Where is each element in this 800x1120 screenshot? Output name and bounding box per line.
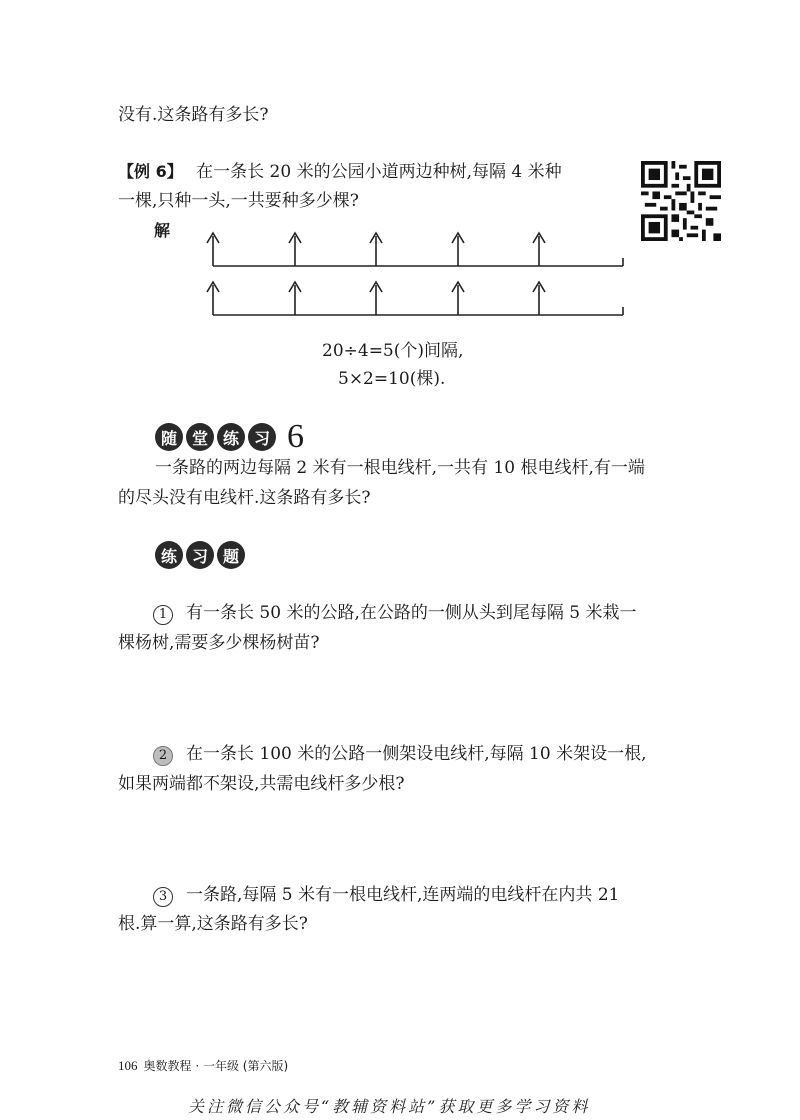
exercises-title-char: 题 xyxy=(217,541,245,569)
exercise-number: 3 xyxy=(153,887,173,907)
book-title: 奥数教程 · 一年级 (第六版) xyxy=(143,1059,289,1073)
tree-arrow xyxy=(207,233,219,266)
exercise-3-line-2: 根.算一算,这条路有多长? xyxy=(118,914,308,934)
continued-text: 没有.这条路有多长? xyxy=(118,105,269,125)
calc-line-1: 20÷4=5(个)间隔, xyxy=(322,341,464,361)
exercise-number: 1 xyxy=(153,605,173,625)
tree-diagram xyxy=(200,224,630,324)
exercise-2-line-1 xyxy=(152,742,647,766)
qr-code-icon xyxy=(641,161,721,241)
tree-arrow xyxy=(289,233,301,266)
solution-label: 解 xyxy=(154,221,171,240)
practice-title-char: 随 xyxy=(155,423,183,451)
practice-number: 6 xyxy=(287,418,304,455)
practice-title-char: 堂 xyxy=(186,423,214,451)
exercise-number: 2 xyxy=(153,746,173,766)
exercises-title xyxy=(155,541,248,569)
practice-title-char: 习 xyxy=(248,423,276,451)
exercise-1-line-2: 棵杨树,需要多少棵杨树苗? xyxy=(118,633,320,653)
exercise-2-line-2: 如果两端都不架设,共需电线杆多少根? xyxy=(118,774,405,794)
practice-text-1: 一条路的两边每隔 2 米有一根电线杆,一共有 10 根电线杆,有一端 xyxy=(155,458,645,478)
tree-arrow xyxy=(370,282,382,315)
example-text-2: 一棵,只种一头,一共要种多少棵? xyxy=(118,191,359,211)
tree-arrow xyxy=(289,282,301,315)
exercises-title-char: 习 xyxy=(186,541,214,569)
exercise-3-line-1 xyxy=(152,883,619,907)
watermark-text: 关注微信公众号“教辅资料站”获取更多学习资料 xyxy=(188,1097,591,1116)
tree-arrow xyxy=(533,233,545,266)
example-label: 【例 6】 xyxy=(118,162,183,181)
tree-arrow xyxy=(452,233,464,266)
practice-title-char: 练 xyxy=(217,423,245,451)
practice-title xyxy=(155,418,304,455)
exercise-text: 一条路,每隔 5 米有一根电线杆,连两端的电线杆在内共 21 xyxy=(186,885,620,905)
calc-line-2: 5×2=10(棵). xyxy=(338,369,446,389)
practice-text-2: 的尽头没有电线杆.这条路有多长? xyxy=(118,488,371,508)
tree-arrow xyxy=(207,282,219,315)
tree-arrow xyxy=(370,233,382,266)
tree-arrow xyxy=(533,282,545,315)
page-number: 106 xyxy=(118,1058,138,1073)
example-text-1: 在一条长 20 米的公园小道两边种树,每隔 4 米种 xyxy=(196,162,562,182)
exercise-1-line-1 xyxy=(152,601,636,625)
exercise-text: 有一条长 50 米的公路,在公路的一侧从头到尾每隔 5 米栽一 xyxy=(186,603,637,623)
page-footer xyxy=(118,1057,288,1074)
exercises-title-char: 练 xyxy=(155,541,183,569)
example-line-1 xyxy=(118,160,562,184)
exercise-text: 在一条长 100 米的公路一侧架设电线杆,每隔 10 米架设一根, xyxy=(186,744,647,764)
tree-arrow xyxy=(452,282,464,315)
